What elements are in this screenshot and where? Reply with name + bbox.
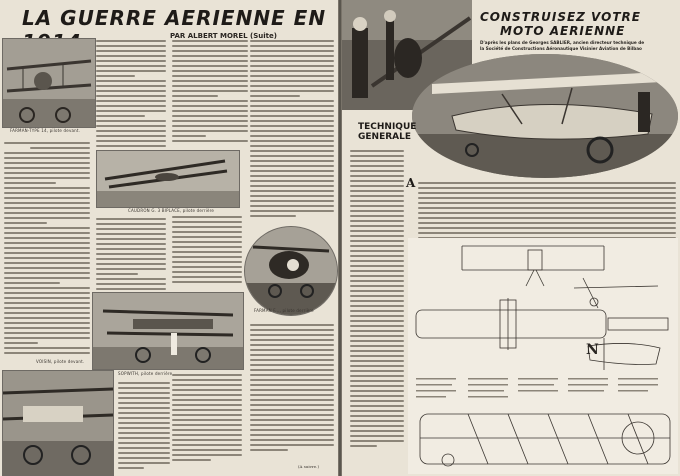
voisin-plane-illustration xyxy=(3,371,113,475)
drop-cap: A xyxy=(406,176,416,190)
caption-caudron: CAUDRON G. 3 BIPLACE, pilote derrière xyxy=(128,208,215,213)
left-column-6 xyxy=(172,214,242,284)
left-column-8 xyxy=(250,38,334,218)
left-column-1 xyxy=(4,140,90,355)
continued-note: (A suivre.) xyxy=(298,464,319,469)
caption-farman-f: FARMAN F..., pilote derrière xyxy=(254,308,314,313)
sopwith-plane-illustration xyxy=(93,293,243,369)
photo-moto-aerienne xyxy=(412,54,678,178)
left-column-7 xyxy=(172,372,242,462)
photo-caudron xyxy=(96,150,240,208)
photo-voisin xyxy=(2,370,114,476)
photo-farman-biplane xyxy=(2,38,96,128)
right-page xyxy=(342,0,680,476)
left-page xyxy=(0,0,338,476)
moto-aerienne-illustration xyxy=(412,54,678,178)
caudron-plane-illustration xyxy=(97,151,239,207)
photo-sopwith xyxy=(92,292,244,370)
right-subtitle-line-1: D'après les plans de Georges SABLIER, ancien directeur technique de xyxy=(480,40,645,45)
left-column-3 xyxy=(96,216,166,291)
caption-farman: FARMAN-TYPE 14, pilote devant. xyxy=(10,128,81,133)
left-column-4 xyxy=(118,380,170,470)
section-title-line-1: TECHNIQUE xyxy=(358,122,417,132)
left-column-9 xyxy=(250,322,334,452)
photo-farman-circular xyxy=(244,226,338,316)
blueprint-views xyxy=(408,238,678,474)
farman-circular-illustration xyxy=(245,227,337,315)
caption-voisin: VOISIN, pilote devant. xyxy=(36,359,85,364)
right-headline-line-2: MOTO AERIENNE xyxy=(500,24,626,38)
technical-drawing xyxy=(408,238,678,474)
left-headline: LA GUERRE AERIENNE EN xyxy=(22,6,327,30)
section-title-line-2: GENERALE xyxy=(358,132,411,142)
right-column-1 xyxy=(350,148,404,448)
left-column-5 xyxy=(172,38,248,143)
byline: PAR ALBERT MOREL (Suite) xyxy=(170,32,277,40)
biplane-illustration xyxy=(3,39,95,127)
left-column-2 xyxy=(96,38,166,148)
right-headline-line-1: CONSTRUISEZ VOTRE xyxy=(480,10,641,24)
right-subtitle-line-2: la Société de Constructions Aéronautique Visinier Aviation de Bilbao xyxy=(480,46,642,51)
caption-sopwith: SOPWITH, pilote derrière xyxy=(118,371,173,376)
drawing-letter-n: N xyxy=(586,342,599,358)
